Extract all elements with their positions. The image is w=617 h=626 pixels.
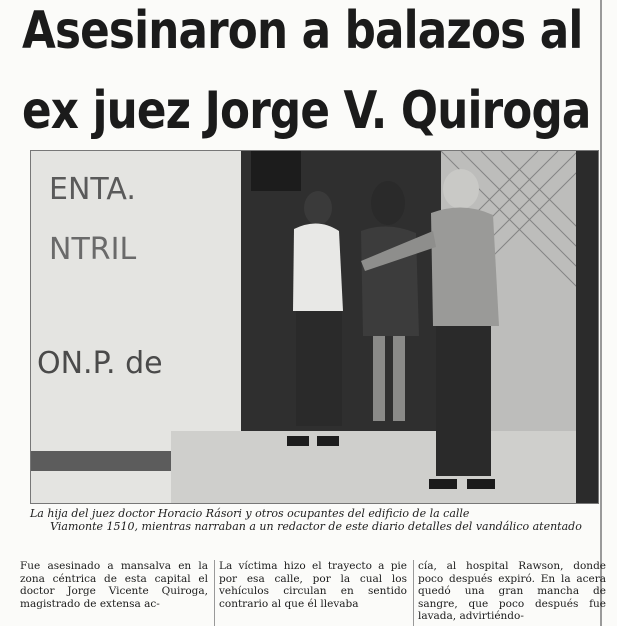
article-column-1: Fue asesinado a mansalva en la zona céntrica de esta capital el doctor Jorge Vicente Quiroga, magistrado de extensa ac-: [20, 560, 208, 610]
photo-scene: [31, 151, 598, 503]
caption-line-1: La hija del juez doctor Horacio Rásori y otros ocupantes del edificio de la calle: [30, 507, 470, 520]
article-column-2: La víctima hizo el trayecto a pie por esa calle, por la cual los vehículos circulan en sentido contrario al que él llevaba: [214, 560, 407, 626]
dark-post: [576, 151, 598, 503]
news-photo: [30, 150, 599, 504]
article-body: [16, 560, 606, 626]
graffiti-text-2: NTRIL: [49, 232, 137, 267]
headline-line-1: Asesinaron a balazos al: [22, 1, 583, 61]
left-margin-scan-edge: [2, 150, 16, 626]
graffiti-text-3: ON.P. de: [37, 346, 163, 381]
door-window: [251, 151, 301, 191]
sidewalk: [171, 431, 576, 503]
article-column-3: cía, al hospital Rawson, donde poco después expiró. En la acera quedó una gran mancha de sangre, que poco después fue lavada, advirtiéndo-: [413, 560, 606, 626]
photo-caption: [30, 507, 602, 533]
caption-line-2: Viamonte 1510, mientras narraban a un redactor de este diario detalles del vandálico atentado: [50, 520, 582, 533]
wall-base: [31, 451, 171, 471]
headline-line-2: ex juez Jorge V. Quiroga: [22, 81, 591, 141]
graffiti-text-1: ENTA.: [49, 172, 136, 207]
